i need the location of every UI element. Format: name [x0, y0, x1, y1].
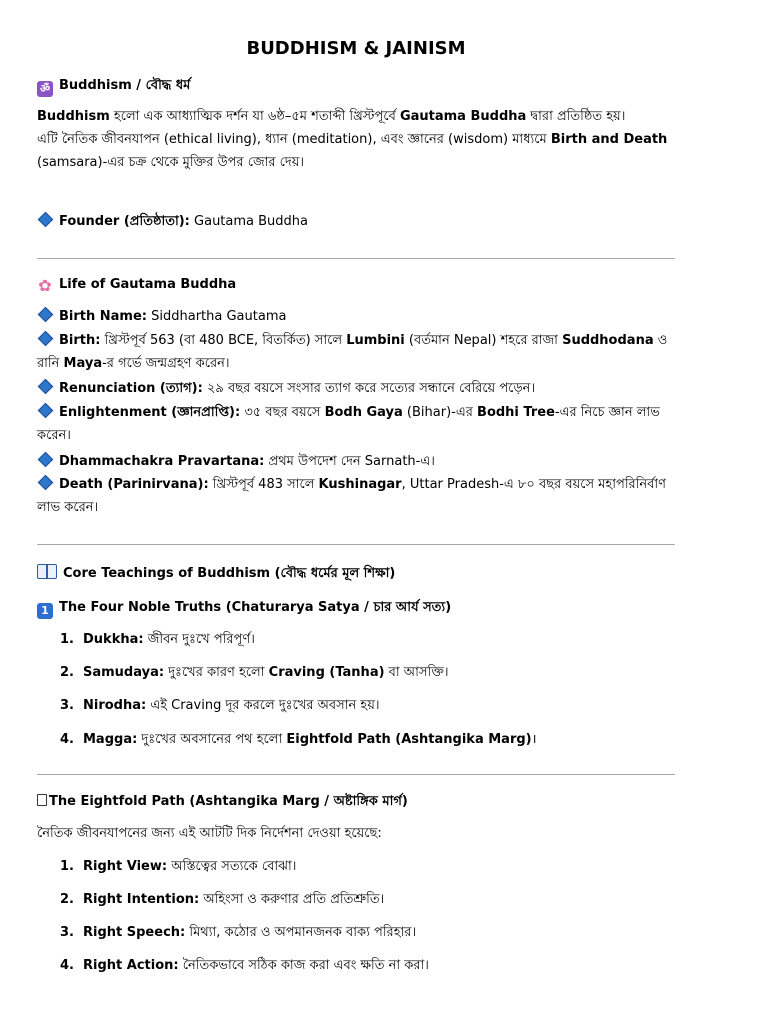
dhamma-line [37, 452, 435, 473]
flower-icon: ✿ [38, 276, 52, 295]
diamond-bullet-icon [38, 331, 54, 347]
list-number: 3. [60, 925, 74, 940]
core-heading-text: Core Teachings of Buddhism (বৌদ্ধ ধর্মের মূল শিক্ষা) [63, 566, 396, 581]
om-icon: ॐ [37, 81, 53, 97]
core-heading [37, 564, 395, 585]
divider [37, 544, 675, 545]
death-text-a: খ্রিস্টপূর্ব 483 সালে [208, 477, 319, 492]
renunciation-value: ২৯ বছর বয়সে সংসার ত্যাগ করে সত্যের সন্ধানে বেরিয়ে পড়েন। [202, 381, 536, 396]
list-text-tail: । [531, 732, 537, 747]
truths-heading-text: The Four Noble Truths (Chaturarya Satya / চার আর্য সত্য) [59, 600, 452, 615]
birth-name-value: Siddhartha Gautama [147, 309, 287, 324]
eightfold-heading [37, 792, 408, 813]
eightfold-heading-text: The Eightfold Path (Ashtangika Marg / অষ্টাঙ্গিক মার্গ) [49, 794, 408, 809]
eightfold-intro: নৈতিক জীবনযাপনের জন্য এই আটটি দিক নির্দেশনা দেওয়া হয়েছে: [37, 826, 382, 841]
life-heading-text: Life of Gautama Buddha [59, 277, 237, 292]
list-number: 4. [60, 732, 74, 747]
birth-text-e: ও রানি [37, 333, 668, 371]
list-item [60, 956, 429, 977]
list-term-extra: Craving (Tanha) [268, 665, 385, 680]
birth-maya: Maya [63, 356, 103, 371]
birth-text-a: খ্রিস্টপূর্ব 563 (বা 480 BCE, বিতর্কিত) সালে [100, 333, 347, 348]
list-number: 4. [60, 958, 74, 973]
life-heading [37, 277, 236, 294]
renunciation-label: Renunciation (ত্যাগ): [59, 381, 203, 396]
founder-label: Founder (প্রতিষ্ঠাতা): [59, 214, 190, 229]
intro-term-gautama: Gautama Buddha [399, 109, 527, 124]
death-label: Death (Parinirvana): [59, 477, 209, 492]
list-term: Nirodha: [83, 698, 147, 713]
list-number: 3. [60, 698, 74, 713]
list-term: Right Speech: [83, 925, 186, 940]
intro-term-birth-death: Birth and Death [550, 132, 668, 147]
death-line [37, 473, 677, 519]
list-number: 2. [60, 892, 74, 907]
buddhism-intro [37, 105, 677, 174]
list-item [60, 729, 537, 751]
intro-text-2c: (samsara)-এর চক্র থেকে মুক্তির উপর জোর দেয়। [37, 155, 305, 170]
list-number: 1. [60, 859, 74, 874]
birth-name-line [37, 309, 286, 324]
book-icon [37, 564, 57, 579]
placeholder-glyph-icon [37, 794, 47, 806]
birth-name-label: Birth Name: [59, 309, 147, 324]
list-item [60, 923, 416, 944]
dhamma-value: প্রথম উপদেশ দেন Sarnath-এ। [264, 454, 435, 469]
list-text: এই Craving দূর করলে দুঃখের অবসান হয়। [146, 698, 380, 713]
enlight-text-a: ৩৫ বছর বয়সে [240, 405, 325, 420]
enlight-bodh-gaya: Bodh Gaya [324, 405, 403, 420]
birth-text-c: (বর্তমান Nepal) শহরে রাজা [404, 333, 563, 348]
list-term: Dukkha: [83, 632, 144, 647]
buddhism-heading-text: Buddhism / বৌদ্ধ ধর্ম [59, 78, 191, 93]
keycap-one-icon: 1 [37, 603, 53, 619]
death-text-c: , Uttar Pradesh-এ ৮০ বছর বয়সে মহাপরিনির্বাণ লাভ করেন। [37, 477, 667, 515]
enlightenment-label: Enlightenment (জ্ঞানপ্রাপ্তি): [59, 405, 241, 420]
founder-line [37, 212, 308, 233]
enlight-text-c: (Bihar)-এর [402, 405, 478, 420]
birth-lumbini: Lumbini [346, 333, 405, 348]
list-text: নৈতিকভাবে সঠিক কাজ করা এবং ক্ষতি না করা। [178, 958, 429, 973]
list-item [60, 663, 449, 684]
list-item [60, 857, 296, 878]
list-term: Right Action: [83, 958, 179, 973]
intro-term: Buddhism [37, 109, 110, 124]
enlight-bodhi-tree: Bodhi Tree [477, 405, 555, 420]
enlight-text-e: -এর নিচে জ্ঞান লাভ করেন। [37, 405, 660, 443]
list-text: জীবন দুঃখে পরিপূর্ণ। [143, 632, 255, 647]
list-item [60, 696, 380, 717]
diamond-bullet-icon [38, 452, 54, 468]
divider [37, 258, 675, 259]
diamond-bullet-icon [38, 212, 54, 228]
list-term: Right View: [83, 859, 168, 874]
page-title: BUDDHISM & JAINISM [246, 38, 466, 59]
list-text: দুঃখের কারণ হলো [164, 665, 269, 680]
intro-text-2a: এটি নৈতিক জীবনযাপন (ethical living), ধ্যান (meditation), এবং জ্ঞানের (wisdom) মাধ্যমে [37, 132, 551, 147]
list-number: 1. [60, 632, 74, 647]
list-term: Magga: [83, 732, 138, 747]
dhamma-label: Dhammachakra Pravartana: [59, 454, 265, 469]
list-text-tail: বা আসক্তি। [384, 665, 449, 680]
renunciation-line [37, 379, 535, 400]
list-term: Right Intention: [83, 892, 200, 907]
list-item [60, 890, 384, 911]
intro-text-1c: দ্বারা প্রতিষ্ঠিত হয়। [526, 109, 626, 124]
death-kushinagar: Kushinagar [318, 477, 402, 492]
list-text: অহিংসা ও করুণার প্রতি প্রতিশ্রুতি। [199, 892, 385, 907]
list-text: মিথ্যা, কঠোর ও অপমানজনক বাক্য পরিহার। [185, 925, 417, 940]
list-text: দুঃখের অবসানের পথ হলো [137, 732, 287, 747]
list-number: 2. [60, 665, 74, 680]
birth-label: Birth: [59, 333, 101, 348]
intro-text-1a: হলো এক আধ্যাত্মিক দর্শন যা ৬ষ্ঠ–৫ম শতাব্দী খ্রিস্টপূর্বে [109, 109, 400, 124]
diamond-bullet-icon [38, 475, 54, 491]
list-text: অস্তিত্বের সত্যকে বোঝা। [167, 859, 297, 874]
list-item [60, 630, 255, 651]
birth-suddhodana: Suddhodana [562, 333, 654, 348]
enlightenment-line [37, 401, 677, 447]
founder-value: Gautama Buddha [189, 214, 308, 229]
buddhism-heading [37, 76, 190, 97]
divider [37, 774, 675, 775]
truths-heading [37, 598, 451, 619]
diamond-bullet-icon [38, 379, 54, 395]
diamond-bullet-icon [38, 307, 54, 323]
diamond-bullet-icon [38, 403, 54, 419]
list-term: Samudaya: [83, 665, 165, 680]
birth-line [37, 329, 677, 375]
birth-text-g: -র গর্ভে জন্মগ্রহণ করেন। [102, 356, 230, 371]
list-term-extra: Eightfold Path (Ashtangika Marg) [286, 732, 532, 747]
